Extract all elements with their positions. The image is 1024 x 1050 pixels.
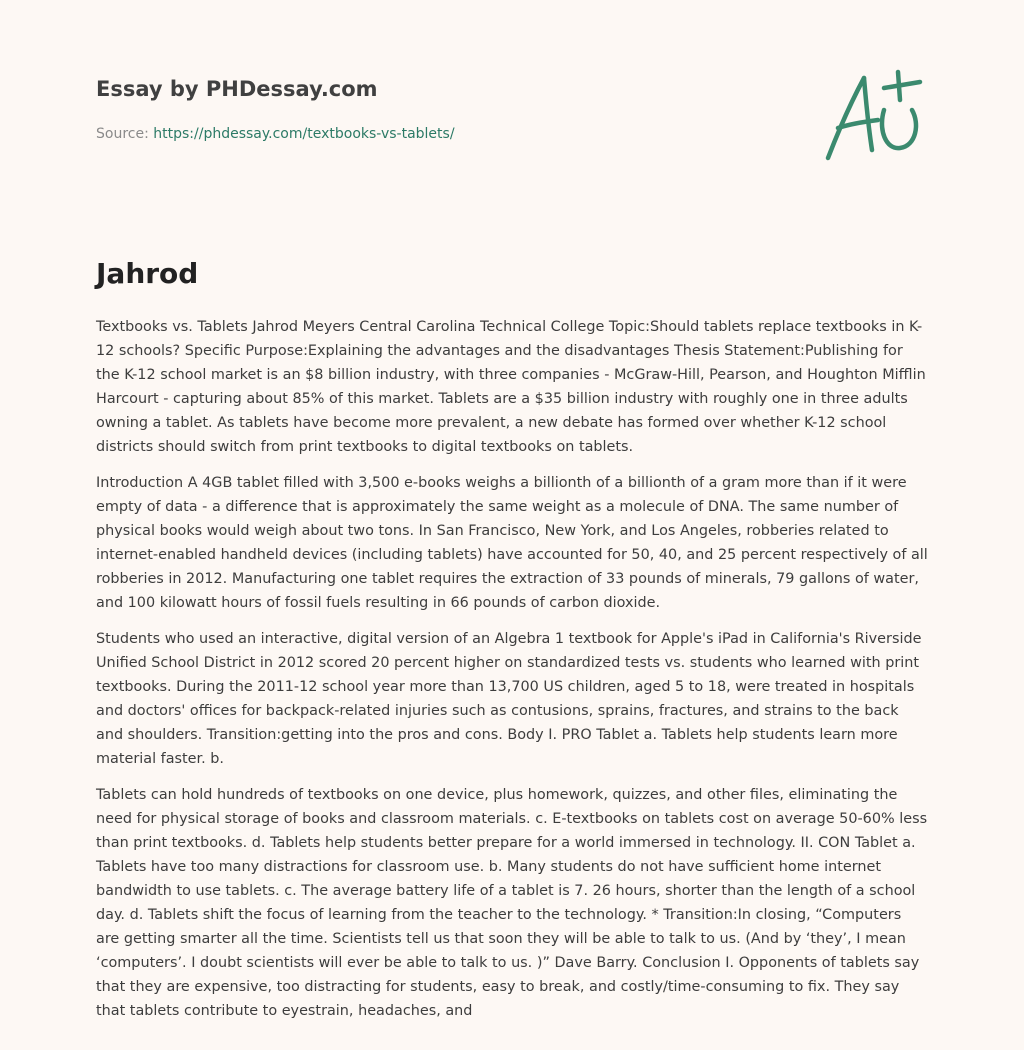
paragraph: Introduction A 4GB tablet filled with 3,500 e-books weighs a billionth of a billionth of a gram more than if it were empty of data - a difference that is approximately the same weight as a molecule of DNA. The same number of physical books would weigh about two tons. In San Francisco, New York, and Los Angeles, robberies related to internet-enabled handheld devices (including tablets) have accounted for 50, 40, and 25 percent respectively of all robberies in 2012. Manufacturing one tablet requires the extraction of 33 pounds of minerals, 79 gallons of water, and 100 kilowatt hours of fossil fuels resulting in 66 pounds of carbon dioxide. <box>96 475 928 611</box>
paragraph: Tablets can hold hundreds of textbooks on one device, plus homework, quizzes, and other files, eliminating the need for physical storage of books and classroom materials. c. E-textbooks on tablets cost on average 50-60% less than print textbooks. d. Tablets help students better prepare for a world immersed in technology. II. CON Tablet a. Tablets have too many distractions for classroom use. b. Many students do not have sufficient home internet bandwidth to use tablets. c. The average battery life of a tablet is 7. 26 hours, shorter than the length of a school day. d. Tablets shift the focus of learning from the teacher to the technology. * Transition:In closing, “Computers are getting smarter all the time. Scientists tell us that soon they will be able to talk to us. (And by ‘they’, I mean ‘computers’. I doubt scientists will ever be able to talk to us. )” Dave Barry. Conclusion I. Opponents of tablets say that they are expensive, too distracting for students, easy to break, and costly/time-consuming to fix. They say that tablets contribute to eyestrain, headaches, and <box>96 787 928 1019</box>
paragraph: Students who used an interactive, digital version of an Algebra 1 textbook for Apple's iPad in California's Riverside Unified School District in 2012 scored 20 percent higher on standardized tests vs. students who learned with print textbooks. During the 2011-12 school year more than 13,700 US children, aged 5 to 18, were treated in hospitals and doctors' offices for backpack-related injuries such as contusions, sprains, fractures, and strains to the back and shoulders. Transition:getting into the pros and cons. Body I. PRO Tablet a. Tablets help students learn more material faster. b. <box>96 631 922 767</box>
essay-body <box>96 315 928 1035</box>
paragraph: Textbooks vs. Tablets Jahrod Meyers Central Carolina Technical College Topic:Should tablets replace textbooks in K-12 schools? Specific Purpose:Explaining the advantages and the disadvantages Thesis Statement:Publishing for the K-12 school market is an $8 billion industry, with three companies - McGraw-Hill, Pearson, and Houghton Mifflin Harcourt - capturing about 85% of this market. Tablets are a $35 billion industry with roughly one in three adults owning a tablet. As tablets have become more prevalent, a new debate has formed over whether K-12 school districts should switch from print textbooks to digital textbooks on tablets. <box>96 319 926 455</box>
source-label: Source: <box>96 126 149 142</box>
source-link[interactable]: https://phdessay.com/textbooks-vs-tablets/ <box>153 126 455 142</box>
a-plus-grade-logo-icon <box>820 66 930 166</box>
essay-header <box>96 74 736 144</box>
source-line <box>96 124 736 144</box>
document-title: Jahrod <box>96 257 199 290</box>
site-title: Essay by PHDessay.com <box>96 77 378 101</box>
